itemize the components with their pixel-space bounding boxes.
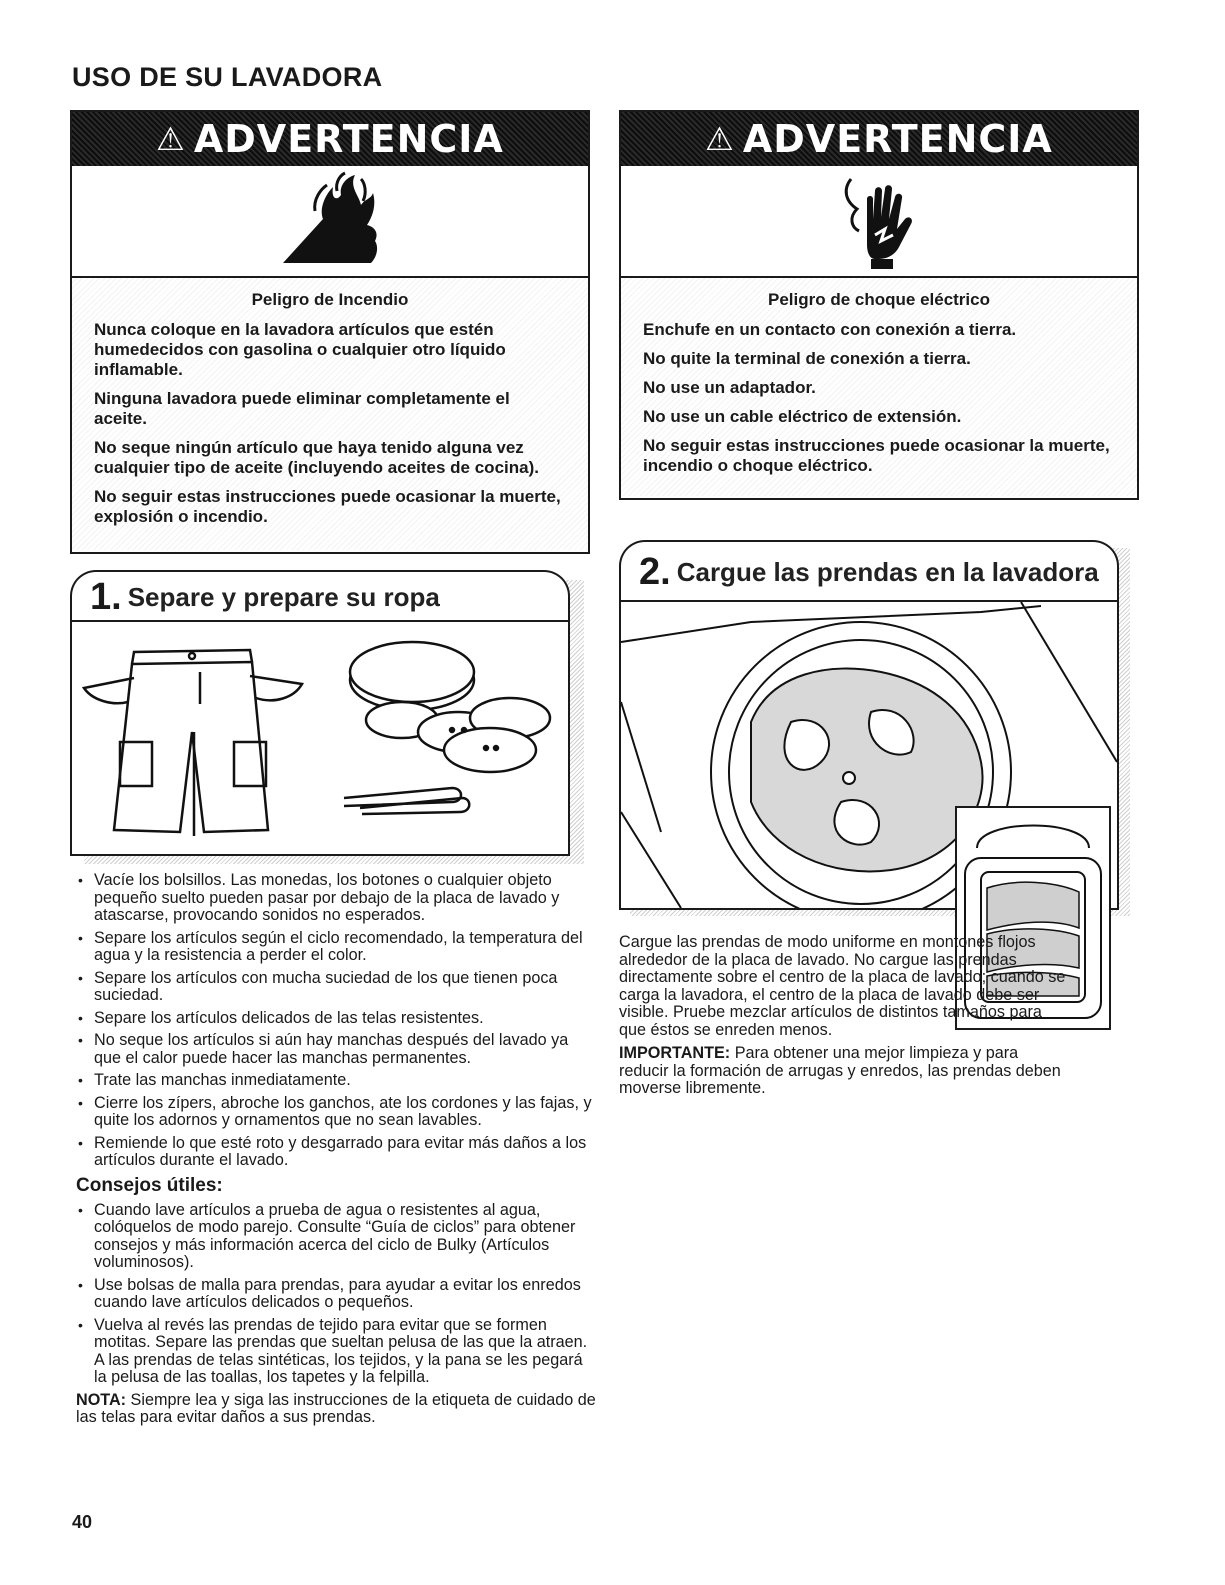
warning-body: [72, 278, 588, 550]
section2-number: 2.: [639, 550, 671, 593]
electric-shock-hand-icon: [839, 171, 919, 271]
section1-illustration: [70, 620, 570, 856]
section2-title: Cargue las prendas en la lavadora: [676, 556, 1099, 587]
buttons-icon: [418, 698, 550, 772]
section1-number: 1.: [90, 575, 122, 618]
warning-line: No use un adaptador.: [643, 378, 816, 397]
list-item: • Cierre los zípers, abroche los ganchos, ate los cordones y las fajas, y quite los adornos y ornamentos que no sean lavables.: [76, 1095, 596, 1130]
note-paragraph: [76, 1392, 596, 1427]
section2-tab: [619, 540, 1119, 602]
warning-box-shock: [619, 110, 1139, 500]
warning-line: Enchufe en un contacto con conexión a tierra.: [643, 320, 1017, 339]
section1-title: Separe y prepare su ropa: [127, 581, 440, 612]
list-item: • Vacíe los bolsillos. Las monedas, los botones o cualquier objeto pequeño suelto pueden pasar por debajo de la placa de lavado y atascarse, provocando sonidos no esperados.: [76, 872, 596, 925]
section1-content: [76, 872, 596, 1435]
load-paragraph: Cargue las prendas de modo uniforme en montones flojos alrededor de la placa de lavado. No cargue las prendas directamente sobre el centro de la placa de lavado; cuando se carga la lavadora, el centro de la placa de lavado debe ser visible. Pruebe mezclar artículos de distintos tamaños para que éstos se enreden menos.: [619, 933, 1066, 1039]
list-item: • Use bolsas de malla para prendas, para ayudar a evitar los enredos cuando lave artículos delicados o pequeños.: [76, 1277, 596, 1312]
list-item: • Separe los artículos según el ciclo recomendado, la temperatura del agua y la resistencia a perder el color.: [76, 930, 596, 965]
note-text: Siempre lea y siga las instrucciones de la etiqueta de cuidado de las telas para evitar daños a sus prendas.: [76, 1390, 596, 1426]
warning-body: [621, 278, 1137, 496]
warning-line: No use un cable eléctrico de extensión.: [643, 407, 962, 426]
safety-pins-icon: [344, 788, 469, 814]
warning-icon-area: [621, 166, 1137, 278]
pants-icon: [84, 650, 302, 836]
list-item: • Remiende lo que esté roto y desgarrado para evitar más daños a los artículos durante el lavado.: [76, 1135, 596, 1170]
section2-content: [619, 934, 1069, 1106]
warning-line: Ninguna lavadora puede eliminar completamente el aceite.: [94, 389, 510, 428]
list-item: • No seque los artículos si aún hay manchas después del lavado ya que el calor puede hacer las manchas permanentes.: [76, 1032, 596, 1067]
important-text: Para obtener una mejor limpieza y para reducir la formación de arrugas y enredos, las prendas deben moverse libremente.: [619, 1044, 1061, 1097]
warning-header: [621, 112, 1137, 166]
warning-triangle-icon: ⚠: [156, 120, 186, 158]
list-item: • Trate las manchas inmediatamente.: [76, 1072, 596, 1090]
laundry-load-icon: [751, 669, 983, 872]
warning-header-label: ADVERTENCIA: [742, 117, 1053, 161]
warning-line: No quite la terminal de conexión a tierra.: [643, 349, 971, 368]
warning-line: Nunca coloque en la lavadora artículos que estén humedecidos con gasolina o cualquier otro líquido inflamable.: [94, 320, 506, 379]
warning-box-fire: [70, 110, 590, 554]
warning-icon-area: [72, 166, 588, 278]
warning-title: Peligro de choque eléctrico: [767, 290, 990, 309]
important-paragraph: [619, 1045, 1069, 1098]
clothes-prep-illustration: [72, 622, 568, 854]
fire-icon: [275, 171, 385, 271]
page-title: USO DE SU LAVADORA: [72, 62, 383, 92]
section1-tab: [70, 570, 570, 622]
warning-header: [72, 112, 588, 166]
warning-triangle-icon: ⚠: [705, 120, 735, 158]
tips-heading: Consejos útiles:: [76, 1174, 223, 1196]
warning-title: Peligro de Incendio: [251, 290, 409, 309]
warning-line: No seguir estas instrucciones puede ocasionar la muerte, explosión o incendio.: [94, 487, 561, 526]
list-item: • Cuando lave artículos a prueba de agua o resistentes al agua, colóquelos de modo parejo. Consulte “Guía de ciclos” para obtener consejos y más información acerca del ciclo de Bulky (Artículos voluminosos).: [76, 1202, 596, 1272]
warning-header-label: ADVERTENCIA: [193, 117, 504, 161]
list-item: • Separe los artículos con mucha suciedad de los que tienen poca suciedad.: [76, 970, 596, 1005]
important-label: IMPORTANTE:: [619, 1044, 731, 1062]
list-item: • Vuelva al revés las prendas de tejido para evitar que se formen motitas. Separe las prendas que sueltan pelusa de las que la atraen. A las prendas de telas sintéticas, los tejidos, y la pana se les pegará la pelusa de las toallas, los tapetes y la felpilla.: [76, 1317, 596, 1387]
section1-bullets: [76, 872, 596, 1170]
page-number: 40: [72, 1512, 93, 1532]
warning-line: No seque ningún artículo que haya tenido alguna vez cualquier tipo de aceite (incluyendo aceites de cocina).: [94, 438, 539, 477]
list-item: • Separe los artículos delicados de las telas resistentes.: [76, 1010, 596, 1028]
note-label: NOTA:: [76, 1390, 127, 1409]
warning-line: No seguir estas instrucciones puede ocasionar la muerte, incendio o choque eléctrico.: [643, 436, 1110, 475]
tips-list: [76, 1202, 596, 1387]
